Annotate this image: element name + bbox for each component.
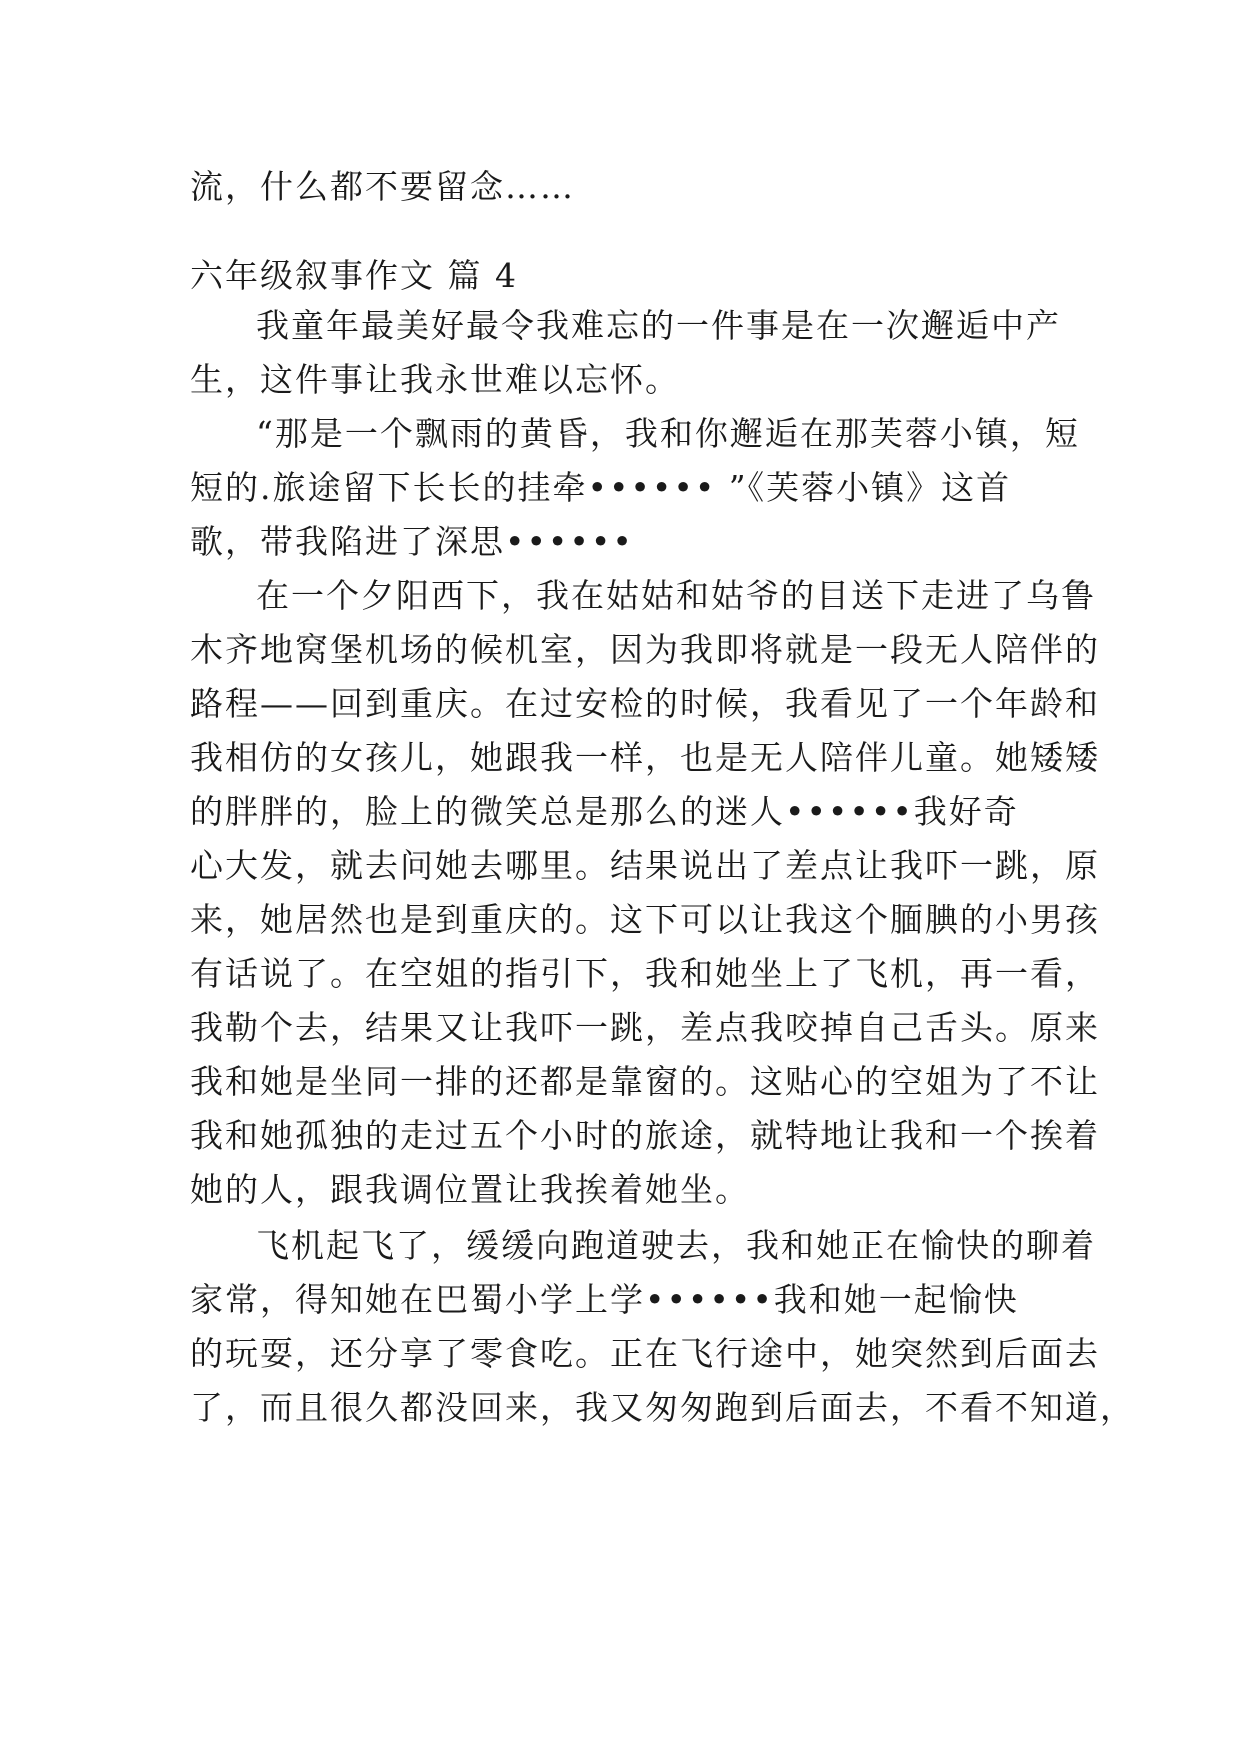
text-line: 我和她是坐同一排的还都是靠窗的。这贴心的空姐为了不让 <box>190 1062 1100 1101</box>
text-line: 在一个夕阳西下，我在姑姑和姑爷的目送下走进了乌鲁 <box>256 576 1096 615</box>
text-line: 她的人，跟我调位置让我挨着她坐。 <box>190 1170 750 1209</box>
text-line: 我童年最美好最令我难忘的一件事是在一次邂逅中产 <box>256 306 1061 345</box>
text-line: 我和她孤独的走过五个小时的旅途，就特地让我和一个挨着 <box>190 1116 1100 1155</box>
text-line: 家常，得知她在巴蜀小学上学••••••我和她一起愉快 <box>190 1280 1019 1319</box>
text-line: 心大发，就去问她去哪里。结果说出了差点让我吓一跳，原 <box>190 846 1100 885</box>
text-line: 的玩耍，还分享了零食吃。正在飞行途中，她突然到后面去 <box>190 1334 1100 1373</box>
text-line: 短的.旅途留下长长的挂牵•••••• ”《芙蓉小镇》这首 <box>190 468 1012 507</box>
text-line: 的胖胖的，脸上的微笑总是那么的迷人••••••我好奇 <box>190 792 1019 831</box>
text-line: 流，什么都不要留念…… <box>190 167 575 206</box>
text-line: 有话说了。在空姐的指引下，我和她坐上了飞机，再一看， <box>190 954 1100 993</box>
text-line: 木齐地窝堡机场的候机室，因为我即将就是一段无人陪伴的 <box>190 630 1100 669</box>
text-line: 飞机起飞了，缓缓向跑道驶去，我和她正在愉快的聊着 <box>256 1226 1096 1265</box>
text-line: 我勒个去，结果又让我吓一跳，差点我咬掉自己舌头。原来 <box>190 1008 1100 1047</box>
section-heading: 六年级叙事作文 篇 4 <box>190 256 518 295</box>
text-line: 歌，带我陷进了深思•••••• <box>190 522 634 561</box>
text-line: 我相仿的女孩儿，她跟我一样，也是无人陪伴儿童。她矮矮 <box>190 738 1100 777</box>
text-line: 来，她居然也是到重庆的。这下可以让我这个腼腆的小男孩 <box>190 900 1100 939</box>
text-line: 路程——回到重庆。在过安检的时候，我看见了一个年龄和 <box>190 684 1100 723</box>
text-line: “那是一个飘雨的黄昏，我和你邂逅在那芙蓉小镇，短 <box>256 414 1080 453</box>
text-line: 生，这件事让我永世难以忘怀。 <box>190 360 680 399</box>
text-line: 了，而且很久都没回来，我又匆匆跑到后面去，不看不知道， <box>190 1388 1135 1427</box>
